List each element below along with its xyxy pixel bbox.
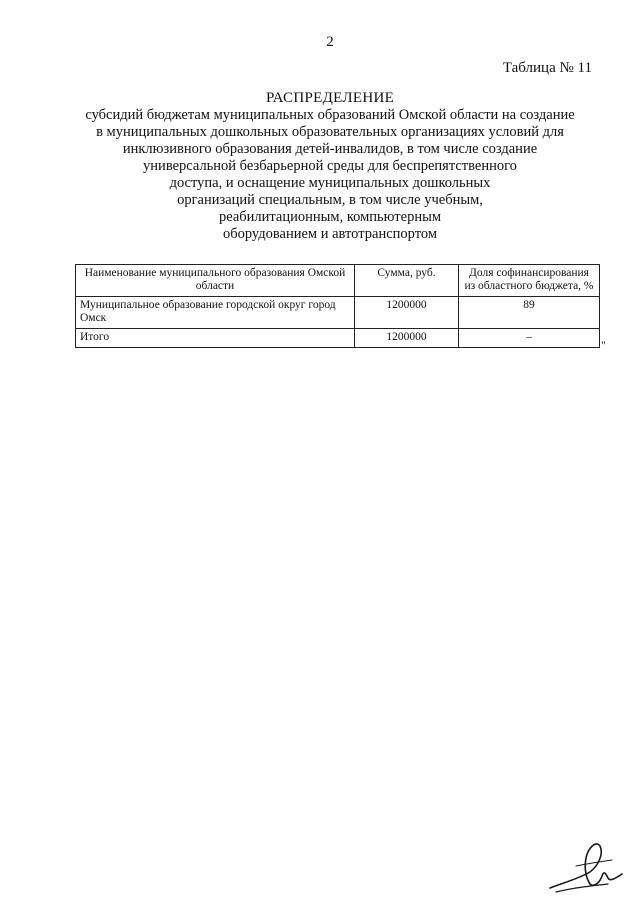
header-cofinancing-share: Доля софинансирования из областного бюджета, % (459, 265, 600, 297)
title-line: универсальной безбарьерной среды для беспрепятственного (143, 158, 517, 174)
title-line: оборудованием и автотранспортом (222, 226, 438, 242)
cell-municipality: Муниципальное образование городской округ город Омск (76, 297, 355, 329)
closing-quote: " (601, 338, 606, 352)
table-header-row (76, 265, 600, 297)
table-row (76, 297, 600, 329)
title-line: организаций специальным, в том числе учебным, (177, 192, 483, 208)
cell-total-share: – (459, 329, 600, 348)
title-heading: РАСПРЕДЕЛЕНИЕ (265, 90, 395, 106)
document-title (60, 90, 600, 243)
table-label: Таблица № 11 (502, 60, 592, 76)
title-line: субсидий бюджетам муниципальных образований Омской области на создание (85, 107, 575, 123)
cell-total-sum: 1200000 (355, 329, 459, 348)
title-line: инклюзивного образования детей-инвалидов, в том числе создание (122, 141, 538, 157)
cell-total-label: Итого (76, 329, 355, 348)
title-line: реабилитационным, компьютерным (218, 209, 441, 225)
page-number: 2 (326, 34, 334, 50)
title-line: в муниципальных дошкольных образовательных организациях условий для (96, 124, 564, 140)
header-municipality: Наименование муниципального образования Омской области (76, 265, 355, 297)
header-sum: Сумма, руб. (355, 265, 459, 297)
cell-share: 89 (459, 297, 600, 329)
table-total-row (76, 329, 600, 348)
distribution-table (75, 264, 600, 348)
signature-icon (546, 838, 626, 894)
title-line: доступа, и оснащение муниципальных дошкольных (169, 175, 491, 191)
cell-sum: 1200000 (355, 297, 459, 329)
